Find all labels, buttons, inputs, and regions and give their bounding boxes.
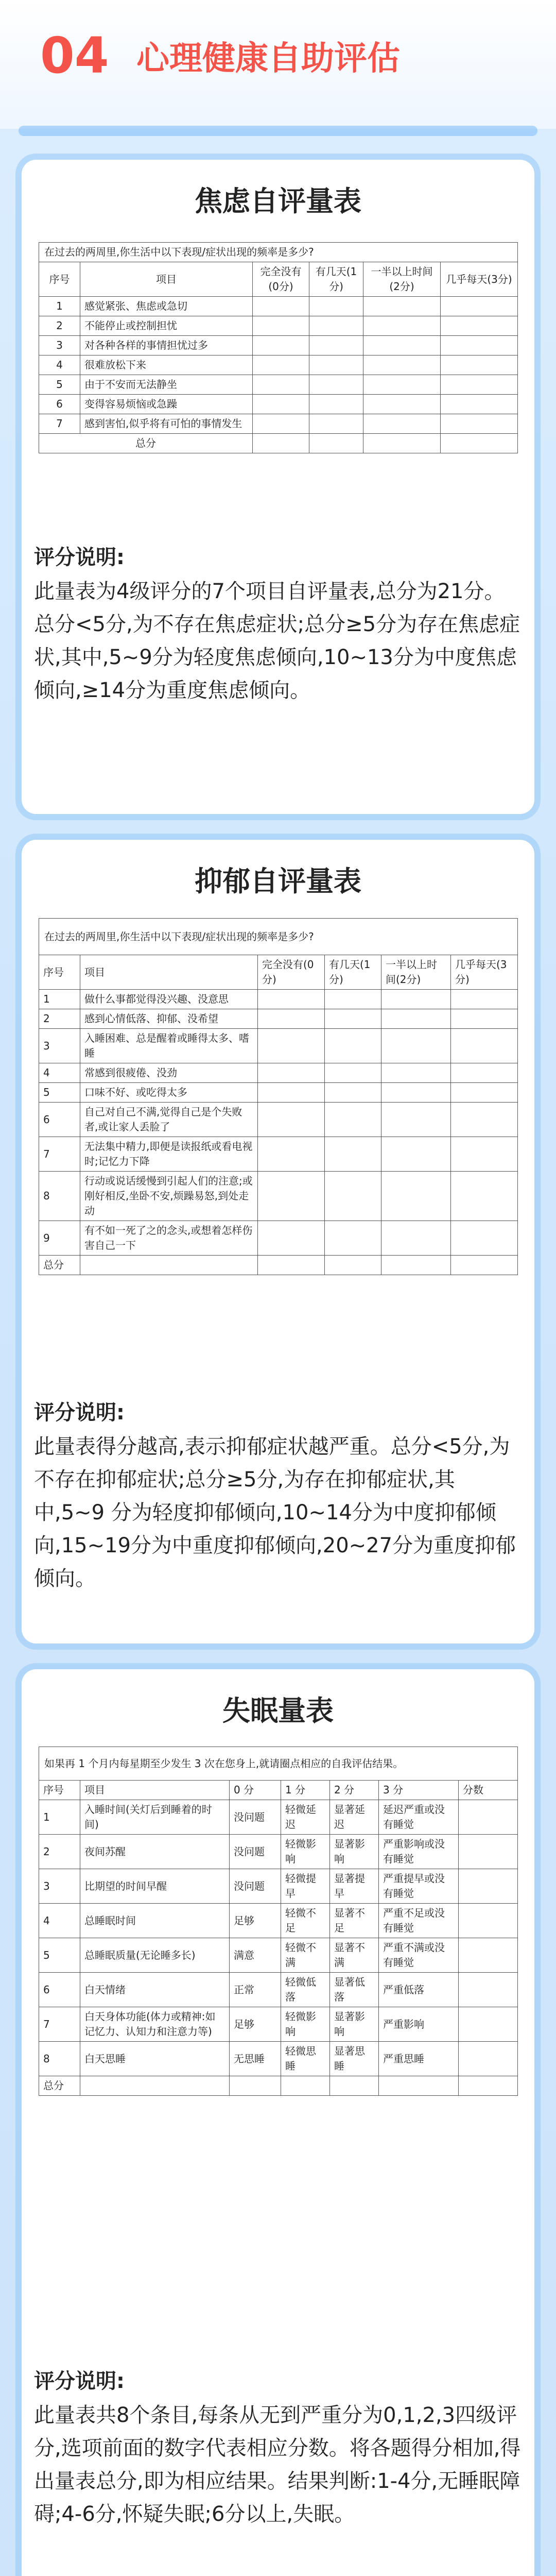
row-item: 做什么事都觉得没兴趣、没意思 [80,990,258,1009]
table-row [39,1137,518,1172]
row-item: 白天思睡 [80,2042,230,2076]
insomnia-header-2: 2 分 [330,1781,379,1800]
table-row [39,1083,518,1103]
row-item: 不能停止或控制担忧 [80,316,253,336]
row-item: 自己对自己不满,觉得自己是个失败者,或让家人丢脸了 [80,1103,258,1137]
row-score-0: 足够 [230,2007,281,2042]
page-header [0,0,556,129]
table-row [39,2042,518,2076]
row-number: 2 [39,1835,80,1869]
row-item: 常感到很疲倦、没劲 [80,1063,258,1083]
row-score-0: 没问题 [230,1869,281,1904]
row-score-3: 严重影响或没有睡觉 [379,1835,459,1869]
row-number: 1 [39,1800,80,1835]
row-score-0: 没问题 [230,1835,281,1869]
anxiety-header-1: 有几天(1分) [309,262,363,297]
row-number: 7 [39,2007,80,2042]
anxiety-header-item: 项目 [80,262,253,297]
row-score-3: 严重不足或没有睡觉 [379,1904,459,1938]
row-item: 变得容易烦恼或急躁 [80,395,253,414]
row-number: 3 [39,1869,80,1904]
table-row [39,395,518,414]
row-number: 1 [39,297,80,316]
row-score-1: 轻微影响 [281,1835,330,1869]
table-row [39,2007,518,2042]
row-number: 6 [39,1973,80,2007]
depression-prompt: 在过去的两周里,你生活中以下表现/症状出现的频率是多少? [39,919,518,955]
row-score-2: 显著影响 [330,2007,379,2042]
header-divider [19,126,537,136]
table-row [39,1009,518,1029]
row-score-2: 显著延迟 [330,1800,379,1835]
depression-header-0: 完全没有(0分) [258,955,325,990]
total-row [39,1256,518,1275]
row-number: 4 [39,355,80,375]
row-number: 3 [39,1029,80,1063]
row-score-0: 足够 [230,1904,281,1938]
row-score-2: 显著低落 [330,1973,379,2007]
depression-title: 抑郁自评量表 [195,865,361,897]
row-score-2: 显著提早 [330,1869,379,1904]
anxiety-header-0: 完全没有(0分) [253,262,309,297]
table-row [39,1938,518,1973]
row-score-0: 满意 [230,1938,281,1973]
row-score-0: 无思睡 [230,2042,281,2076]
row-score-2: 显著不满 [330,1938,379,1973]
row-score-1: 轻微影响 [281,2007,330,2042]
row-item: 对各种各样的事情担忧过多 [80,336,253,355]
table-row [39,1869,518,1904]
row-number: 9 [39,1221,80,1256]
total-label: 总分 [39,434,253,453]
total-row [39,434,518,453]
depression-table [39,918,518,1275]
insomnia-table [39,1747,518,2096]
anxiety-score-text: 此量表为4级评分的7个项目自评量表,总分为21分。总分<5分,为不存在焦虑症状;总分≥5分为存在焦虑症状,其中,5~9分为轻度焦虑倾向,10~13分为中度焦虑倾向,≥14分为重度焦虑倾向。 [34,580,520,702]
row-score-3: 严重思睡 [379,2042,459,2076]
table-row [39,1800,518,1835]
row-item: 感到害怕,似乎将有可怕的事情发生 [80,414,253,434]
row-number: 7 [39,414,80,434]
row-score-3: 严重提早或没有睡觉 [379,1869,459,1904]
insomnia-title: 失眠量表 [222,1694,334,1727]
row-item: 感到心情低落、抑郁、没希望 [80,1009,258,1029]
insomnia-header-no: 序号 [39,1781,80,1800]
row-item: 白天身体功能(体力或精神:如记忆力、认知力和注意力等) [80,2007,230,2042]
table-row [39,316,518,336]
insomnia-score-title: 评分说明: [34,2369,125,2393]
table-row [39,297,518,316]
row-score-3: 严重低落 [379,1973,459,2007]
depression-score-text: 此量表得分越高,表示抑郁症状越严重。总分<5分,为不存在抑郁症状;总分≥5分,为存在抑郁症状,其中,5~9 分为轻度抑郁倾向,10~14分为中度抑郁倾向,15~19分为中重度抑郁倾向,20~27分为重度抑郁倾向。 [34,1435,516,1590]
row-item: 入睡困难、总是醒着或睡得太多、嗜睡 [80,1029,258,1063]
row-score-3: 严重不满或没有睡觉 [379,1938,459,1973]
anxiety-header-3: 几乎每天(3分) [441,262,518,297]
row-item: 由于不安而无法静坐 [80,375,253,395]
row-item: 入睡时间(关灯后到睡着的时间) [80,1800,230,1835]
insomnia-prompt: 如果再 1 个月内每星期至少发生 3 次在您身上,就请圈点相应的自我评估结果。 [39,1747,518,1781]
table-row [39,355,518,375]
insomnia-header-1: 1 分 [281,1781,330,1800]
anxiety-score-title: 评分说明: [34,546,125,569]
insomnia-card [22,1669,534,2576]
row-score-1: 轻微不满 [281,1938,330,1973]
depression-header-2: 一半以上时间(2分) [381,955,451,990]
row-number: 5 [39,1083,80,1103]
row-score-1: 轻微不足 [281,1904,330,1938]
row-number: 3 [39,336,80,355]
total-row [39,2076,518,2096]
row-number: 4 [39,1063,80,1083]
table-row [39,1221,518,1256]
row-number: 6 [39,395,80,414]
row-item: 口味不好、或吃得太多 [80,1083,258,1103]
row-number: 8 [39,1172,80,1221]
row-item: 比期望的时间早醒 [80,1869,230,1904]
table-row [39,1172,518,1221]
table-row [39,1063,518,1083]
row-score-3: 延迟严重或没有睡觉 [379,1800,459,1835]
depression-header-no: 序号 [39,955,80,990]
table-row [39,1835,518,1869]
row-score-2: 显著思睡 [330,2042,379,2076]
table-row [39,1904,518,1938]
row-number: 6 [39,1103,80,1137]
insomnia-header-item: 项目 [80,1781,230,1800]
row-item: 有不如一死了之的念头,或想着怎样伤害自己一下 [80,1221,258,1256]
row-score-1: 轻微提早 [281,1869,330,1904]
depression-header-1: 有几天(1分) [325,955,381,990]
table-row [39,1973,518,2007]
anxiety-card [22,160,534,814]
row-number: 5 [39,1938,80,1973]
insomnia-score-text: 此量表共8个条目,每条从无到严重分为0,1,2,3四级评分,选项前面的数字代表相应分数。将各题得分相加,得出量表总分,即为相应结果。结果判断:1-4分,无睡眠障碍;4-6分,怀疑失眠;6分以上,失眠。 [34,2403,521,2526]
row-item: 行动或说话缓慢到引起人们的注意;或刚好相反,坐卧不安,烦躁易怒,到处走动 [80,1172,258,1221]
row-score-2: 显著不足 [330,1904,379,1938]
row-item: 夜间苏醒 [80,1835,230,1869]
row-score-2: 显著影响 [330,1835,379,1869]
table-row [39,336,518,355]
depression-score-title: 评分说明: [34,1401,125,1425]
row-number: 2 [39,316,80,336]
anxiety-prompt: 在过去的两周里,你生活中以下表现/症状出现的频率是多少? [39,243,518,262]
row-number: 2 [39,1009,80,1029]
row-item: 总睡眠质量(无论睡多长) [80,1938,230,1973]
table-row [39,990,518,1009]
row-number: 8 [39,2042,80,2076]
row-item: 总睡眠时间 [80,1904,230,1938]
row-item: 感觉紧张、焦虑或急切 [80,297,253,316]
table-row [39,1103,518,1137]
row-item: 白天情绪 [80,1973,230,2007]
depression-header-3: 几乎每天(3分) [451,955,518,990]
anxiety-header-2: 一半以上时间(2分) [363,262,441,297]
row-item: 很难放松下来 [80,355,253,375]
depression-card [22,840,534,1643]
total-label: 总分 [39,2076,80,2096]
row-item: 无法集中精力,即便是读报纸或看电视时;记忆力下降 [80,1137,258,1172]
anxiety-table [39,242,518,453]
row-score-3: 严重影响 [379,2007,459,2042]
table-row [39,414,518,434]
row-score-1: 轻微延迟 [281,1800,330,1835]
row-score-1: 轻微思睡 [281,2042,330,2076]
row-number: 1 [39,990,80,1009]
anxiety-header-no: 序号 [39,262,80,297]
table-row [39,1029,518,1063]
row-number: 5 [39,375,80,395]
section-number: 04 [40,27,109,84]
insomnia-header-score: 分数 [459,1781,518,1800]
anxiety-title: 焦虑自评量表 [195,185,361,217]
table-row [39,375,518,395]
row-score-1: 轻微低落 [281,1973,330,2007]
row-number: 4 [39,1904,80,1938]
row-number: 7 [39,1137,80,1172]
section-title: 心理健康自助评估 [136,40,400,78]
row-score-0: 没问题 [230,1800,281,1835]
total-label: 总分 [39,1256,80,1275]
row-score-0: 正常 [230,1973,281,2007]
insomnia-header-3: 3 分 [379,1781,459,1800]
depression-header-item: 项目 [80,955,258,990]
insomnia-header-0: 0 分 [230,1781,281,1800]
